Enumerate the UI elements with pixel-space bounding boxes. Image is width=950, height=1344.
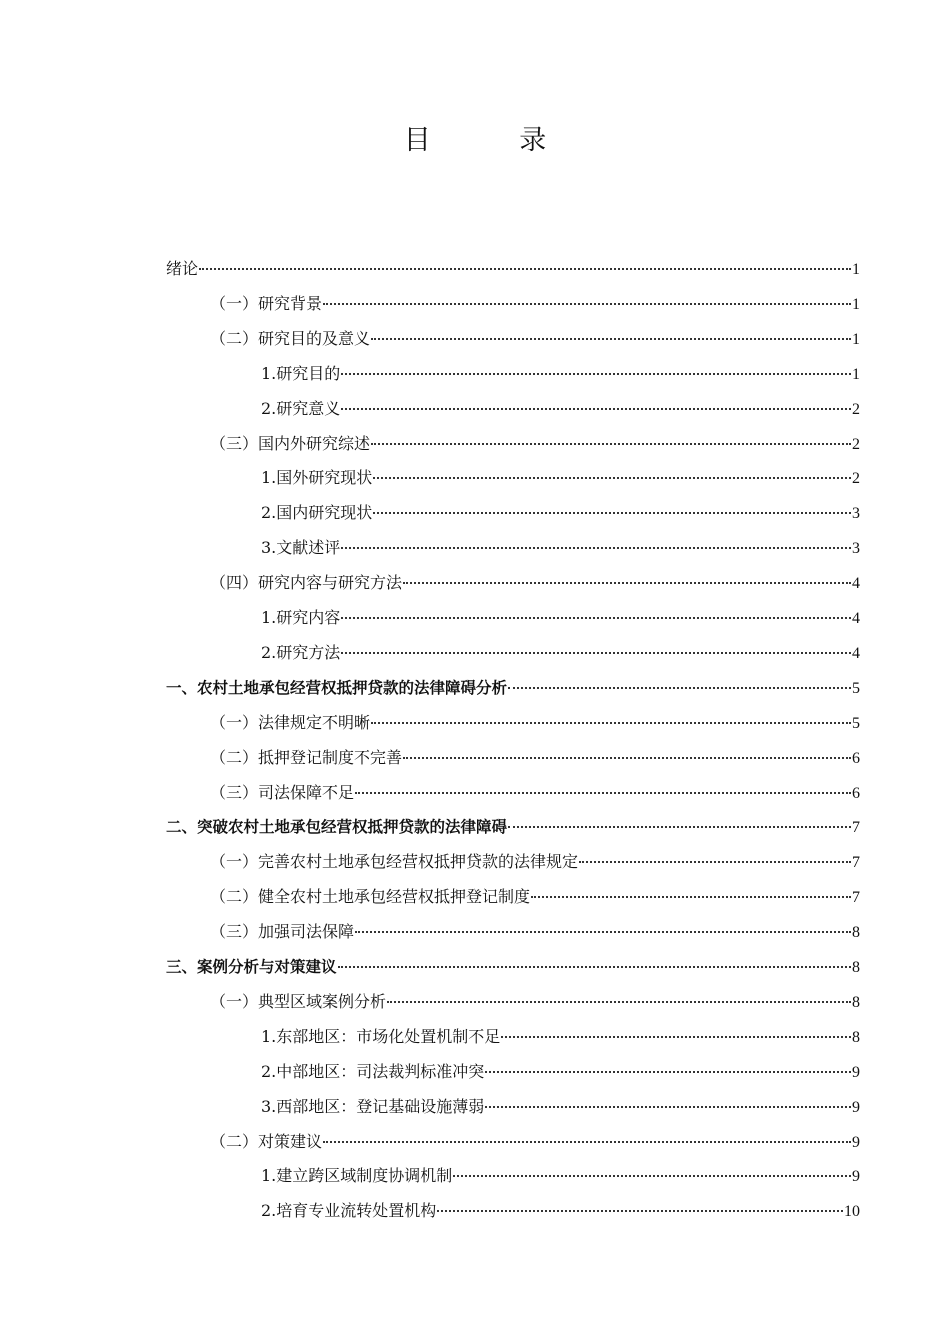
toc-dot-leader bbox=[341, 651, 851, 654]
toc-entry[interactable] bbox=[210, 915, 860, 949]
toc-dot-leader bbox=[437, 1209, 843, 1212]
toc-page-number: 6 bbox=[852, 784, 860, 802]
toc-entry[interactable] bbox=[166, 950, 860, 984]
toc-entry-label: 2.国内研究现状 bbox=[261, 503, 373, 523]
toc-entry-label: （一）研究背景 bbox=[210, 293, 323, 313]
toc-dot-leader bbox=[341, 407, 851, 410]
toc-entry[interactable] bbox=[210, 566, 860, 600]
toc-page-number: 8 bbox=[852, 993, 860, 1011]
toc-dot-leader bbox=[341, 372, 851, 375]
toc-entry-label: 1.研究目的 bbox=[261, 363, 341, 383]
toc-entry[interactable] bbox=[210, 287, 860, 321]
toc-page-number: 8 bbox=[852, 1028, 860, 1046]
toc-entry[interactable] bbox=[210, 776, 860, 810]
toc-entry[interactable] bbox=[261, 496, 860, 530]
toc-entry-label: 3.文献述评 bbox=[261, 538, 341, 558]
toc-entry[interactable] bbox=[261, 1159, 860, 1193]
toc-page-number: 4 bbox=[852, 575, 860, 593]
toc-page-number: 4 bbox=[852, 610, 860, 627]
toc-entry[interactable] bbox=[166, 810, 860, 844]
toc-dot-leader bbox=[341, 546, 851, 549]
toc-page-number: 10 bbox=[844, 1203, 860, 1221]
toc-entry-label: （一）完善农村土地承包经营权抵押贷款的法律规定 bbox=[210, 852, 579, 872]
toc-page-number: 9 bbox=[852, 1063, 860, 1081]
toc-dot-leader bbox=[199, 267, 851, 270]
toc-page-number: 3 bbox=[852, 540, 860, 558]
toc-entry[interactable] bbox=[210, 427, 860, 461]
toc-entry-label: 2.中部地区：司法裁判标准冲突 bbox=[261, 1061, 485, 1081]
toc-entry[interactable] bbox=[261, 1090, 860, 1124]
toc-entry-label: （一）法律规定不明晰 bbox=[210, 712, 371, 732]
page-title: 目 录 bbox=[403, 125, 587, 156]
toc-page-number: 5 bbox=[852, 679, 860, 697]
toc-page-number: 1 bbox=[852, 365, 860, 383]
toc-entry[interactable] bbox=[210, 706, 860, 740]
toc-page-number: 2 bbox=[852, 400, 860, 418]
toc-entry-label: 二、突破农村土地承包经营权抵押贷款的法律障碍 bbox=[166, 818, 508, 837]
toc-dot-leader bbox=[579, 860, 851, 863]
toc-dot-leader bbox=[387, 1000, 851, 1003]
toc-entry-label: 绪论 bbox=[166, 259, 199, 278]
toc-entry[interactable] bbox=[210, 880, 860, 914]
toc-dot-leader bbox=[323, 302, 851, 305]
toc-dot-leader bbox=[508, 686, 851, 689]
toc-page-number: 7 bbox=[852, 854, 860, 872]
toc-entry[interactable] bbox=[261, 636, 860, 670]
toc-page-number: 3 bbox=[852, 505, 860, 523]
toc-entry[interactable] bbox=[261, 1020, 860, 1054]
toc-page-number: 2 bbox=[852, 435, 860, 453]
toc-dot-leader bbox=[323, 1140, 851, 1143]
toc-page-number: 9 bbox=[852, 1098, 860, 1116]
toc-dot-leader bbox=[403, 581, 851, 584]
toc-entry-label: 2.研究意义 bbox=[261, 398, 341, 418]
toc-page-number: 1 bbox=[852, 261, 860, 278]
toc-entry-label: （二）健全农村土地承包经营权抵押登记制度 bbox=[210, 887, 531, 907]
toc-entry[interactable] bbox=[166, 252, 860, 286]
toc-entry-label: 2.研究方法 bbox=[261, 642, 341, 662]
toc-dot-leader bbox=[501, 1035, 851, 1038]
toc-page-number: 8 bbox=[852, 959, 860, 976]
toc-page-number: 5 bbox=[852, 714, 860, 732]
toc-page-number: 2 bbox=[852, 470, 860, 488]
toc-entry-label: 1.东部地区：市场化处置机制不足 bbox=[261, 1026, 501, 1046]
toc-dot-leader bbox=[355, 930, 851, 933]
toc-dot-leader bbox=[531, 895, 851, 898]
toc-dot-leader bbox=[403, 756, 851, 759]
toc-entry-label: 3.西部地区：登记基础设施薄弱 bbox=[261, 1096, 485, 1116]
toc-dot-leader bbox=[355, 791, 851, 794]
toc-dot-leader bbox=[371, 721, 851, 724]
toc-dot-leader bbox=[373, 511, 851, 514]
toc-dot-leader bbox=[373, 476, 851, 479]
toc-page-number: 7 bbox=[852, 889, 860, 907]
toc-dot-leader bbox=[453, 1174, 851, 1177]
toc-entry-label: （二）研究目的及意义 bbox=[210, 328, 371, 348]
toc-page-number: 9 bbox=[852, 1168, 860, 1186]
toc-entry[interactable] bbox=[210, 845, 860, 879]
toc-dot-leader bbox=[508, 825, 851, 828]
toc-page-number: 1 bbox=[852, 295, 860, 313]
toc-page-number: 4 bbox=[852, 644, 860, 662]
toc-page-number: 6 bbox=[852, 749, 860, 767]
toc-entry[interactable] bbox=[166, 671, 860, 705]
toc-entry[interactable] bbox=[261, 392, 860, 426]
toc-entry-label: （三）国内外研究综述 bbox=[210, 433, 371, 453]
toc-entry[interactable] bbox=[261, 601, 860, 635]
toc-entry-label: 1.研究内容 bbox=[261, 608, 341, 627]
toc-entry-label: （四）研究内容与研究方法 bbox=[210, 573, 403, 593]
toc-entry-label: （三）司法保障不足 bbox=[210, 782, 355, 802]
toc-entry-label: （一）典型区域案例分析 bbox=[210, 991, 387, 1011]
toc-page-number: 1 bbox=[852, 330, 860, 348]
toc-entry-label: 2.培育专业流转处置机构 bbox=[261, 1201, 437, 1221]
toc-entry-label: 1.建立跨区域制度协调机制 bbox=[261, 1166, 453, 1186]
toc-dot-leader bbox=[485, 1070, 851, 1073]
toc-entry-label: 三、案例分析与对策建议 bbox=[166, 958, 337, 976]
toc-page-number: 8 bbox=[852, 924, 860, 942]
toc-entry-label: （三）加强司法保障 bbox=[210, 922, 355, 942]
toc-entry-label: 一、农村土地承包经营权抵押贷款的法律障碍分析 bbox=[166, 678, 508, 697]
toc-entry[interactable] bbox=[261, 461, 860, 495]
toc-entry[interactable] bbox=[210, 1125, 860, 1159]
toc-entry-label: 1.国外研究现状 bbox=[261, 468, 373, 488]
toc-entry[interactable] bbox=[261, 357, 860, 391]
toc-entry[interactable] bbox=[261, 1194, 860, 1228]
toc-dot-leader bbox=[371, 442, 851, 445]
toc-dot-leader bbox=[371, 337, 851, 340]
toc-page-number: 7 bbox=[852, 819, 860, 837]
toc-entry[interactable] bbox=[261, 1055, 860, 1089]
toc-entry-label: （二）抵押登记制度不完善 bbox=[210, 747, 403, 767]
toc-entry[interactable] bbox=[210, 741, 860, 775]
toc-entry[interactable] bbox=[210, 322, 860, 356]
toc-dot-leader bbox=[485, 1105, 851, 1108]
toc-dot-leader bbox=[338, 965, 851, 968]
toc-page-number: 9 bbox=[852, 1133, 860, 1151]
toc-entry-label: （二）对策建议 bbox=[210, 1131, 323, 1151]
toc-entry[interactable] bbox=[261, 531, 860, 565]
toc-entry[interactable] bbox=[210, 985, 860, 1019]
toc-dot-leader bbox=[341, 616, 851, 619]
